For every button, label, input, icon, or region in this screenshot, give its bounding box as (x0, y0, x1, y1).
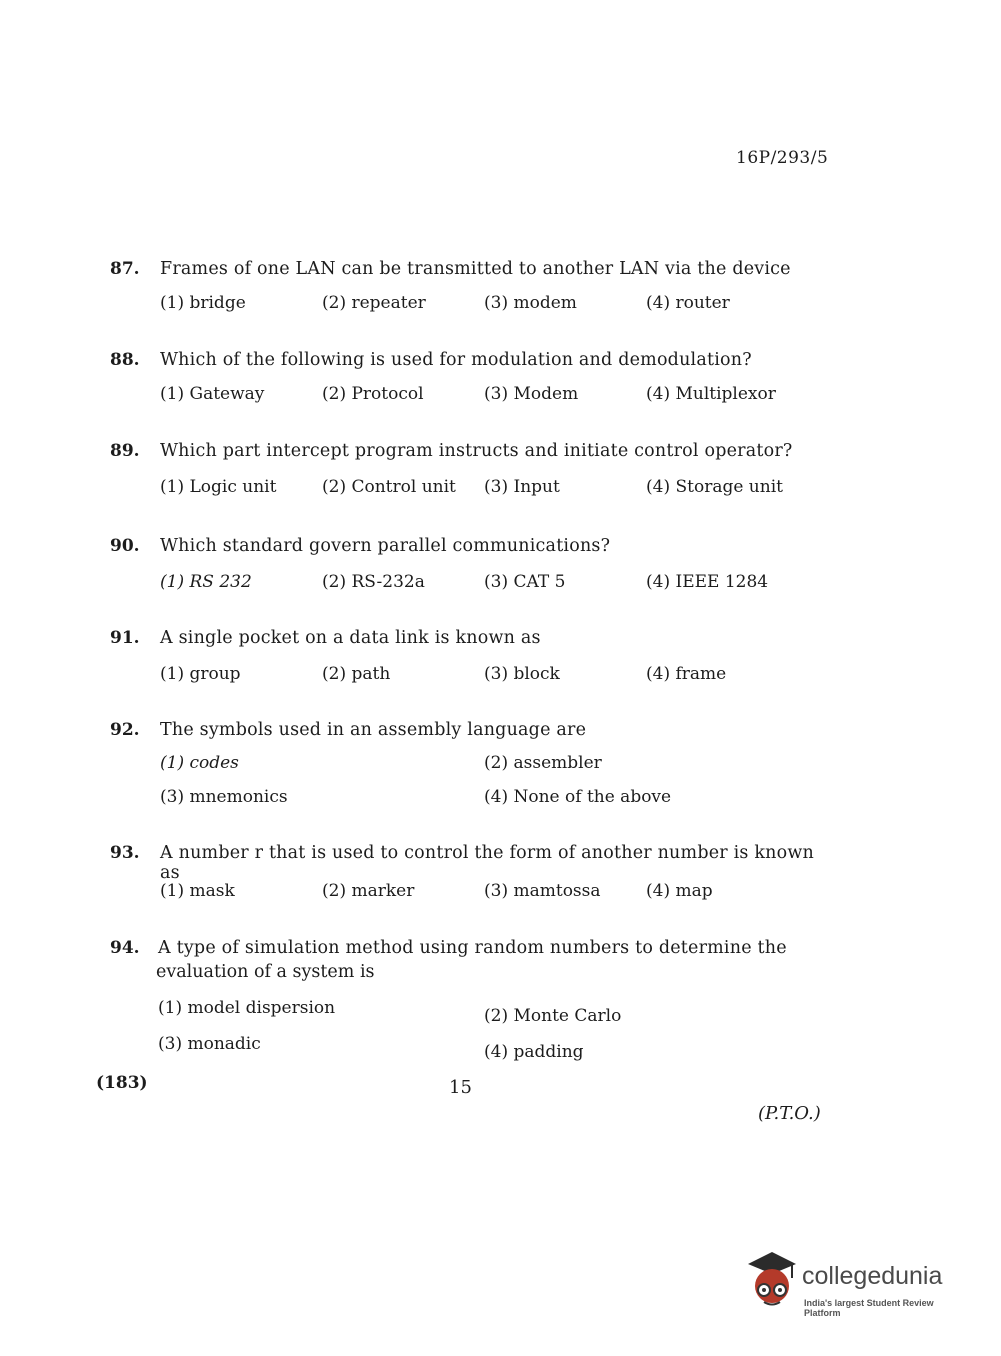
question-text: A type of simulation method using random numbers to determine the (158, 938, 787, 958)
option-3: (3) mamtossa (484, 881, 601, 901)
option-4: (4) Storage unit (646, 477, 783, 497)
option-3: (3) modem (484, 293, 577, 313)
option-2: (2) assembler (484, 753, 602, 773)
option-2: (2) Protocol (322, 384, 424, 404)
question-text-line2: evaluation of a system is (156, 962, 375, 982)
pto-note: (P.T.O.) (758, 1103, 821, 1124)
option-4: (4) map (646, 881, 713, 901)
option-3: (3) mnemonics (160, 787, 288, 807)
option-2: (2) repeater (322, 293, 426, 313)
question-text: Frames of one LAN can be transmitted to another LAN via the device (160, 259, 791, 279)
question-93 (110, 843, 830, 911)
option-1: (1) RS 232 (160, 572, 252, 592)
question-92 (110, 720, 830, 817)
question-87 (110, 259, 830, 323)
paper-code: 16P/293/5 (736, 148, 829, 168)
option-3: (3) Modem (484, 384, 579, 404)
option-1: (1) bridge (160, 293, 246, 313)
option-4: (4) router (646, 293, 730, 313)
question-number: 93. (110, 843, 140, 863)
question-90 (110, 536, 830, 602)
question-number: 89. (110, 441, 140, 461)
brand-name: collegedunia (802, 1262, 943, 1290)
mascot-icon (742, 1250, 800, 1314)
option-4: (4) IEEE 1284 (646, 572, 769, 592)
option-4: (4) padding (484, 1042, 584, 1062)
option-1: (1) group (160, 664, 241, 684)
question-89 (110, 441, 830, 507)
option-1: (1) Logic unit (160, 477, 277, 497)
question-text: Which standard govern parallel communications? (160, 536, 611, 556)
question-number: 90. (110, 536, 140, 556)
option-1: (1) codes (160, 753, 239, 773)
option-1: (1) mask (160, 881, 235, 901)
question-text: Which of the following is used for modulation and demodulation? (160, 350, 752, 370)
question-number: 94. (110, 938, 140, 958)
option-3: (3) Input (484, 477, 560, 497)
option-4: (4) None of the above (484, 787, 672, 807)
question-number: 87. (110, 259, 140, 279)
question-88 (110, 350, 830, 414)
option-4: (4) Multiplexor (646, 384, 776, 404)
option-3: (3) block (484, 664, 560, 684)
option-2: (2) Monte Carlo (484, 1006, 622, 1026)
question-94 (110, 938, 830, 1064)
page-number: 15 (449, 1077, 472, 1098)
question-text: The symbols used in an assembly language are (160, 720, 587, 740)
question-number: 88. (110, 350, 140, 370)
booklet-code: (183) (96, 1073, 148, 1093)
question-number: 91. (110, 628, 140, 648)
option-3: (3) monadic (158, 1034, 261, 1054)
option-2: (2) RS-232a (322, 572, 425, 592)
option-1: (1) model dispersion (158, 998, 336, 1018)
question-91 (110, 628, 830, 694)
question-number: 92. (110, 720, 140, 740)
question-text: A single pocket on a data link is known as (160, 628, 541, 648)
option-4: (4) frame (646, 664, 727, 684)
option-2: (2) path (322, 664, 391, 684)
option-3: (3) CAT 5 (484, 572, 566, 592)
collegedunia-logo (742, 1250, 972, 1320)
option-2: (2) Control unit (322, 477, 456, 497)
question-text: Which part intercept program instructs and initiate control operator? (160, 441, 793, 461)
option-2: (2) marker (322, 881, 415, 901)
brand-tagline: India's largest Student Review Platform (804, 1298, 934, 1318)
question-text: A number r that is used to control the form of another number is known as (160, 843, 815, 883)
option-1: (1) Gateway (160, 384, 265, 404)
